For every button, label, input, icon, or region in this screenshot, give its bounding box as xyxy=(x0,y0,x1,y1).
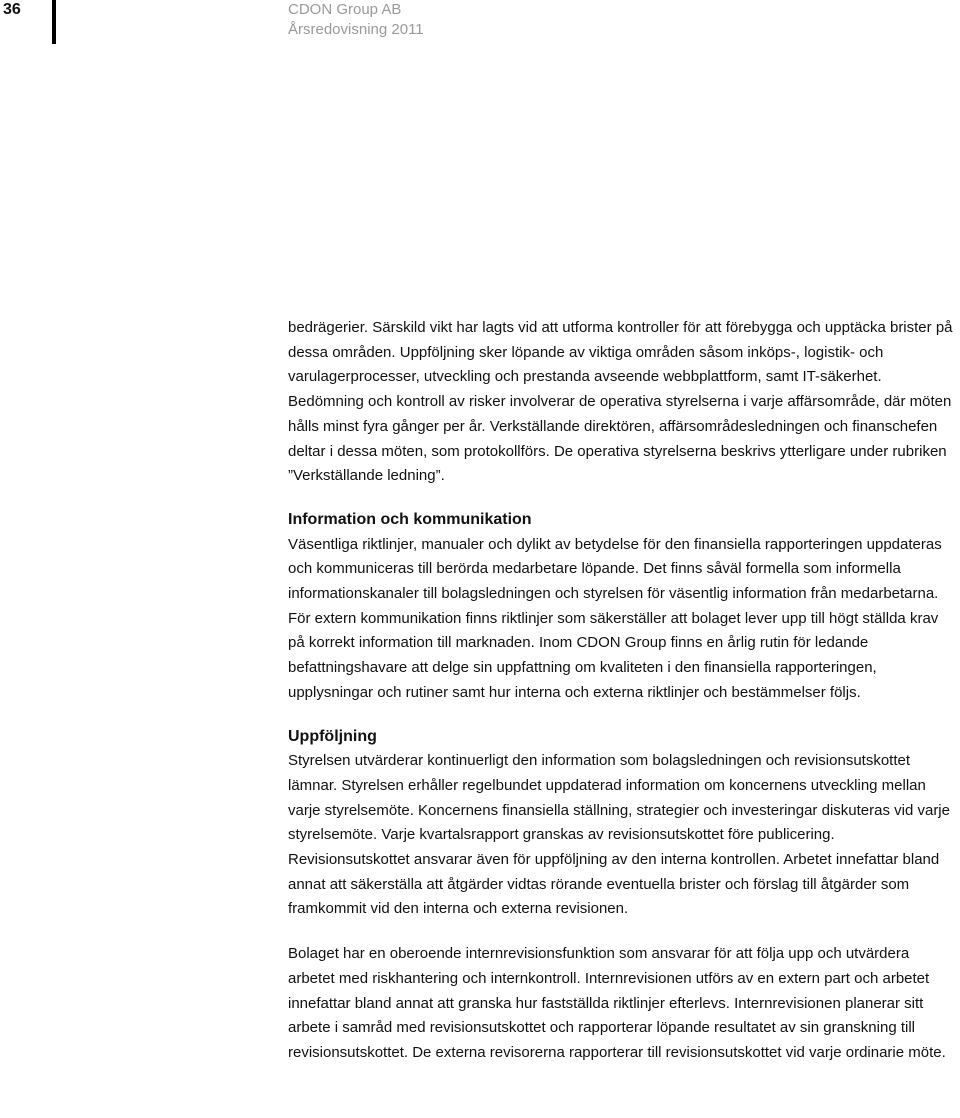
heading-followup: Uppföljning xyxy=(288,727,377,745)
page-number: 36 xyxy=(3,1,21,18)
followup-paragraph-1: Styrelsen utvärderar kontinuerligt den information som bolagsledningen och revisionsutskottet lämnar. Styrelsen erhåller regelbundet uppdaterad information om koncernens utveckling mellan varje styrelsemöte. Koncernens finansiella ställning, strategier och investeringar diskuteras vid varje styrelsemöte. Varje kvartalsrapport granskas av revisionsutskottet före publicering. Revisionsutskottet ansvarar även för uppföljning av den interna kontrollen. Arbetet innefattar bland annat att säkerställa att åtgärder vidtas rörande eventuella brister och förslag till åtgärder som framkommit vid den interna och externa revisionen. xyxy=(288,752,950,918)
header-rule xyxy=(52,0,56,44)
intro-paragraph: bedrägerier. Särskild vikt har lagts vid att utforma kontroller för att förebygga och upptäcka brister på dessa områden. Uppföljning sker löpande av viktiga områden såsom inköps-, logistik- och varulagerprocesser, utveckling och prestanda avseende webbplattform, samt IT-säkerhet. Bedömning och kontroll av risker involverar de operativa styrelserna i varje affärsområde, där möten hålls minst fyra gånger per år. Verkställande direktören, affärsområdesledningen och finanschefen deltar i dessa möten, som protokollförs. De operativa styrelserna beskrivs ytterligare under rubriken ”Verkställande ledning”. xyxy=(288,319,953,485)
main-content xyxy=(288,316,958,1066)
report-title: Årsredovisning 2011 xyxy=(288,21,424,38)
information-paragraph: Väsentliga riktlinjer, manualer och dylikt av betydelse för den finansiella rapporteringen uppdateras och kommuniceras till berörda medarbetare löpande. Det finns såväl formella som informella informationskanaler till bolagsledningen och styrelsen för väsentlig information från medarbetarna. För extern kommunikation finns riktlinjer som säkerställer att bolaget lever upp till högt ställda krav på korrekt information till marknaden. Inom CDON Group finns en årlig rutin för ledande befattningshavare att delge sin uppfattning om kvaliteten i den finansiella rapporteringen, upplysningar och rutiner samt hur interna och externa riktlinjer och bestämmelser följs. xyxy=(288,535,942,701)
followup-paragraph-2: Bolaget har en oberoende internrevisionsfunktion som ansvarar för att följa upp och utvärdera arbetet med riskhantering och internkontroll. Internrevisionen utförs av en extern part och arbetet innefattar bland annat att granska hur fastställda riktlinjer efterlevs. Internrevisionen planerar sitt arbete i samråd med revisionsutskottet och rapporterar löpande resultatet av sin granskning till revisionsutskottet. De externa revisorerna rapporterar till revisionsutskottet vid varje ordinarie möte. xyxy=(288,945,946,1061)
page-header xyxy=(288,0,424,40)
company-name: CDON Group AB xyxy=(288,1,402,18)
heading-information: Information och kommunikation xyxy=(288,510,532,528)
